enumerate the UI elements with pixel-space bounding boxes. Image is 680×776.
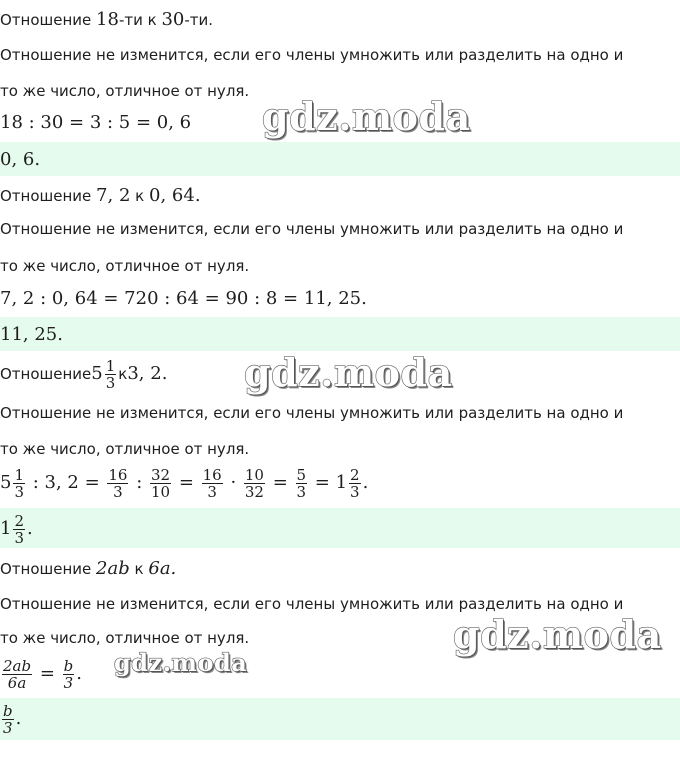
fraction-denominator: 3 <box>207 482 217 501</box>
fraction-denominator: 3 <box>350 482 360 501</box>
ex2-title-text-mid: к <box>130 187 150 205</box>
ex1-calculation: 18 : 30 = 3 : 5 = 0, 6 <box>0 112 192 133</box>
ex1-answer-box <box>0 142 680 176</box>
answer-end: . <box>15 708 22 729</box>
ex3-title-whole: 5 <box>91 363 103 384</box>
calc-text: : 3, 2 = <box>27 472 106 493</box>
ex2-answer-box <box>0 317 680 351</box>
calc-operator: · <box>224 472 242 493</box>
calc-end: . <box>362 472 369 493</box>
ex4-calculation <box>0 652 82 696</box>
ex1-title-term-b: 30 <box>161 9 185 30</box>
calc-operator: = <box>173 472 200 493</box>
ex3-title-text: Отношение <box>0 365 92 383</box>
ex1-rule-line1: Отношение не изменится, если его члены умножить или разделить на одно и <box>0 46 624 64</box>
calc-fraction-4 <box>202 467 223 500</box>
ex4-title <box>0 557 176 581</box>
watermark-4: gdz.moda <box>114 648 248 677</box>
fraction-numerator: 2 <box>350 465 360 484</box>
fraction-numerator: 2ab <box>3 656 32 675</box>
fraction-numerator: 16 <box>108 465 128 484</box>
calc-fraction-2 <box>63 658 75 691</box>
calc-whole: 5 <box>0 472 12 493</box>
calc-whole: 1 <box>335 472 348 493</box>
ex4-title-text-mid: к <box>129 560 149 578</box>
fraction-denominator: 3 <box>105 373 116 392</box>
ex4-answer <box>0 700 21 738</box>
fraction-denominator: 3 <box>113 482 123 501</box>
ex1-answer: 0, 6. <box>0 149 41 170</box>
fraction-numerator: 32 <box>151 465 171 484</box>
ex1-title-text-post: -ти. <box>184 11 214 29</box>
ex4-title-term-b: 6a. <box>148 558 177 579</box>
ex4-title-text: Отношение <box>0 560 97 578</box>
ex1-title <box>0 8 213 32</box>
calc-operator: = <box>266 472 294 493</box>
fraction-numerator: b <box>3 701 13 720</box>
fraction-denominator: 6a <box>7 673 27 692</box>
fraction-numerator: b <box>63 656 74 675</box>
ex4-title-term-a: 2ab <box>96 558 130 579</box>
ex3-rule-line1: Отношение не изменится, если его члены умножить или разделить на одно и <box>0 404 624 422</box>
fraction-numerator: 2 <box>14 511 24 530</box>
ex4-answer-box <box>0 698 680 740</box>
ex2-title-term-b: 0, 64. <box>149 185 201 206</box>
ex4-rule-line1: Отношение не изменится, если его члены умножить или разделить на одно и <box>0 595 624 613</box>
fraction-denominator: 3 <box>63 673 74 692</box>
fraction-denominator: 32 <box>244 482 264 501</box>
ex3-answer <box>0 510 33 548</box>
calc-operator: = <box>34 663 61 684</box>
calc-operator: = <box>309 472 336 493</box>
ex3-title-fraction <box>105 358 117 391</box>
fraction-denominator: 3 <box>14 528 24 547</box>
ex3-title <box>0 356 167 392</box>
ex3-title-term-b: 3, 2. <box>127 363 168 384</box>
fraction-numerator: 5 <box>296 465 307 484</box>
answer-whole: 1 <box>0 518 12 539</box>
ex2-answer: 11, 25. <box>0 324 63 345</box>
fraction-numerator: 16 <box>202 465 222 484</box>
fraction-denominator: 10 <box>151 482 171 501</box>
ex1-title-text: Отношение <box>0 11 97 29</box>
ex1-rule-line2: то же число, отличное от нуля. <box>0 82 250 100</box>
ex2-title-text: Отношение <box>0 187 97 205</box>
answer-fraction <box>2 703 14 736</box>
calc-fraction-1 <box>2 658 32 691</box>
answer-fraction <box>13 513 25 546</box>
calc-fraction-7 <box>349 467 361 500</box>
watermark-2: gdz.moda <box>244 350 453 395</box>
calc-fraction-3 <box>150 467 171 500</box>
ex1-title-term-a: 18 <box>96 9 119 30</box>
fraction-denominator: 3 <box>296 482 307 501</box>
calc-fraction-1 <box>13 467 25 500</box>
ex4-rule-line2: то же число, отличное от нуля. <box>0 629 250 647</box>
calc-fraction-5 <box>244 467 265 500</box>
ex3-rule-line2: то же число, отличное от нуля. <box>0 440 250 458</box>
calc-fraction-6 <box>296 467 308 500</box>
ex2-title <box>0 184 201 208</box>
watermark-1: gdz.moda <box>262 94 471 139</box>
answer-end: . <box>27 518 33 539</box>
ex3-title-text-mid: к <box>118 365 128 383</box>
calc-operator: : <box>130 472 148 493</box>
fraction-denominator: 3 <box>14 482 24 501</box>
ex2-rule-line2: то же число, отличное от нуля. <box>0 257 250 275</box>
ex3-calculation <box>0 462 368 504</box>
calc-fraction-2 <box>107 467 128 500</box>
watermark-3: gdz.moda <box>453 612 662 657</box>
ex2-calculation: 7, 2 : 0, 64 = 720 : 64 = 90 : 8 = 11, 25. <box>0 288 367 309</box>
ex3-answer-box <box>0 508 680 548</box>
fraction-numerator: 1 <box>105 356 116 375</box>
ex1-title-text-mid: -ти к <box>118 11 162 29</box>
ex2-title-term-a: 7, 2 <box>96 185 131 206</box>
fraction-denominator: 3 <box>3 718 13 737</box>
calc-end: . <box>76 663 82 684</box>
fraction-numerator: 10 <box>244 465 264 484</box>
ex2-rule-line1: Отношение не изменится, если его члены умножить или разделить на одно и <box>0 220 624 238</box>
fraction-numerator: 1 <box>14 465 24 484</box>
